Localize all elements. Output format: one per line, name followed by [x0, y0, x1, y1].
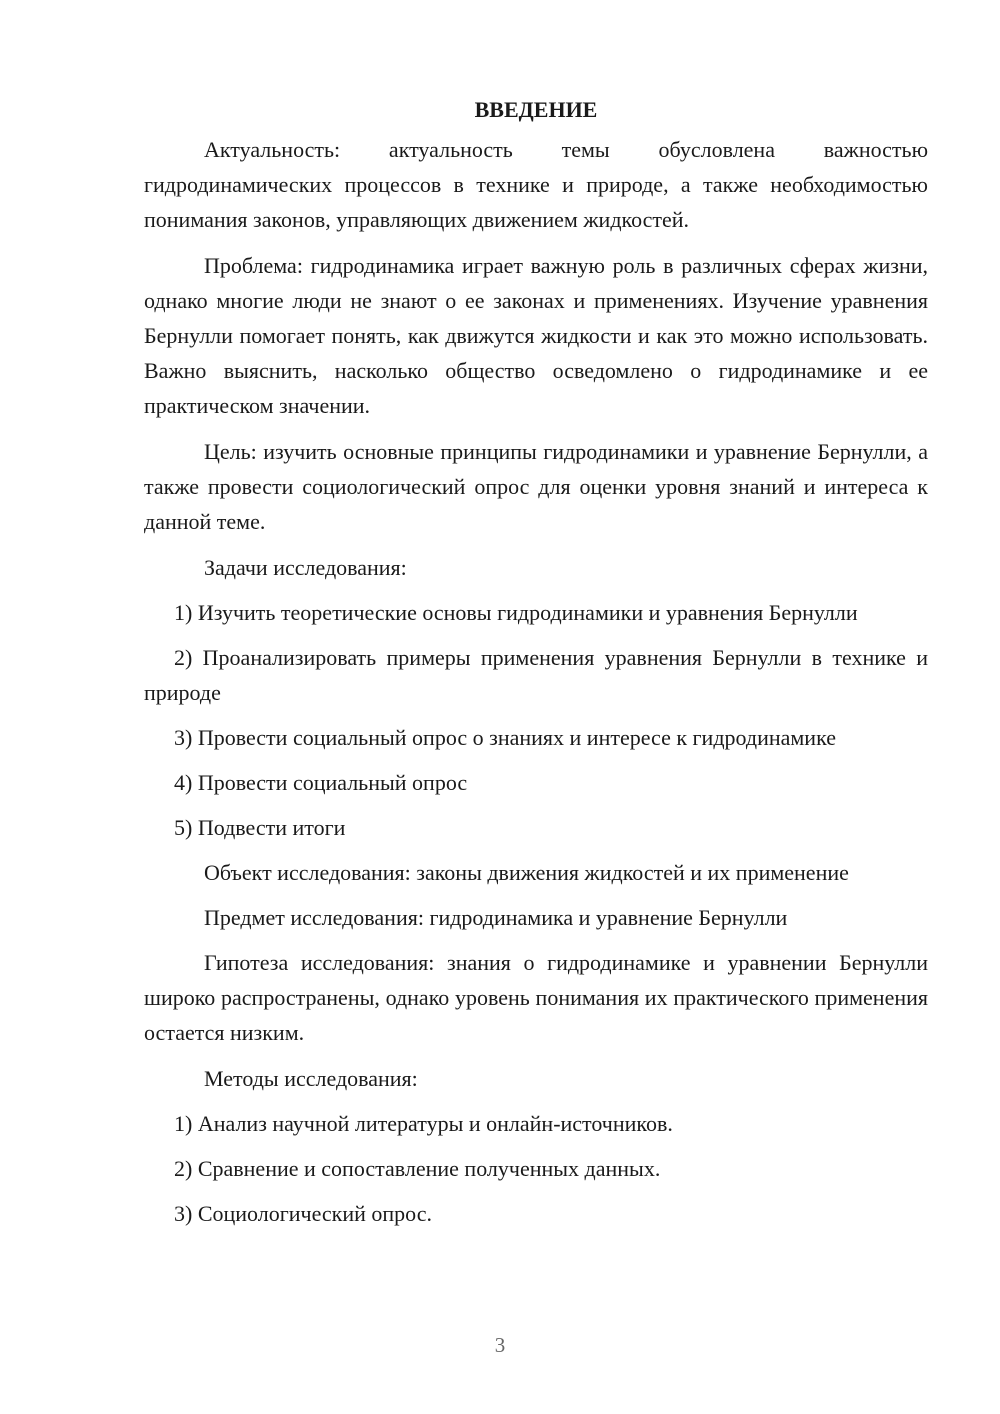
relevance-paragraph: Актуальность: актуальность темы обусловлена важностью гидродинамических процессов в технике и природе, а также необходимостью понимания законов, управляющих движением жидкостей.: [144, 137, 928, 232]
task-item: 5) Подвести итоги: [174, 815, 346, 840]
task-item: 2) Проанализировать примеры применения уравнения Бернулли в технике и природе: [144, 645, 928, 705]
document-page: [144, 90, 928, 1241]
methods-heading: Методы исследования:: [204, 1066, 418, 1091]
object-paragraph: Объект исследования: законы движения жидкостей и их применение: [204, 860, 849, 885]
problem-paragraph: Проблема: гидродинамика играет важную роль в различных сферах жизни, однако многие люди не знают о ее законах и применениях. Изучение уравнения Бернулли помогает понять, как движутся жидкости и как это можно использовать. Важно выяснить, насколько общество осведомлено о гидродинамике и ее практическом значении.: [144, 253, 928, 418]
goal-paragraph: Цель: изучить основные принципы гидродинамики и уравнение Бернулли, а также провести социологический опрос для оценки уровня знаний и интереса к данной теме.: [144, 439, 928, 534]
page-number: 3: [494, 1333, 506, 1357]
page-title: ВВЕДЕНИЕ: [474, 97, 598, 122]
tasks-heading: Задачи исследования:: [204, 555, 407, 580]
task-item: 4) Провести социальный опрос: [174, 770, 468, 795]
method-item: 2) Сравнение и сопоставление полученных данных.: [174, 1156, 661, 1181]
task-item: 3) Провести социальный опрос о знаниях и интересе к гидродинамике: [174, 725, 836, 750]
hypothesis-paragraph: Гипотеза исследования: знания о гидродинамике и уравнении Бернулли широко распространены, однако уровень понимания их практического применения остается низким.: [144, 950, 928, 1045]
method-item: 3) Социологический опрос.: [174, 1201, 432, 1226]
method-item: 1) Анализ научной литературы и онлайн-источников.: [174, 1111, 673, 1136]
task-item: 1) Изучить теоретические основы гидродинамики и уравнения Бернулли: [174, 600, 858, 625]
subject-paragraph: Предмет исследования: гидродинамика и уравнение Бернулли: [204, 905, 788, 930]
